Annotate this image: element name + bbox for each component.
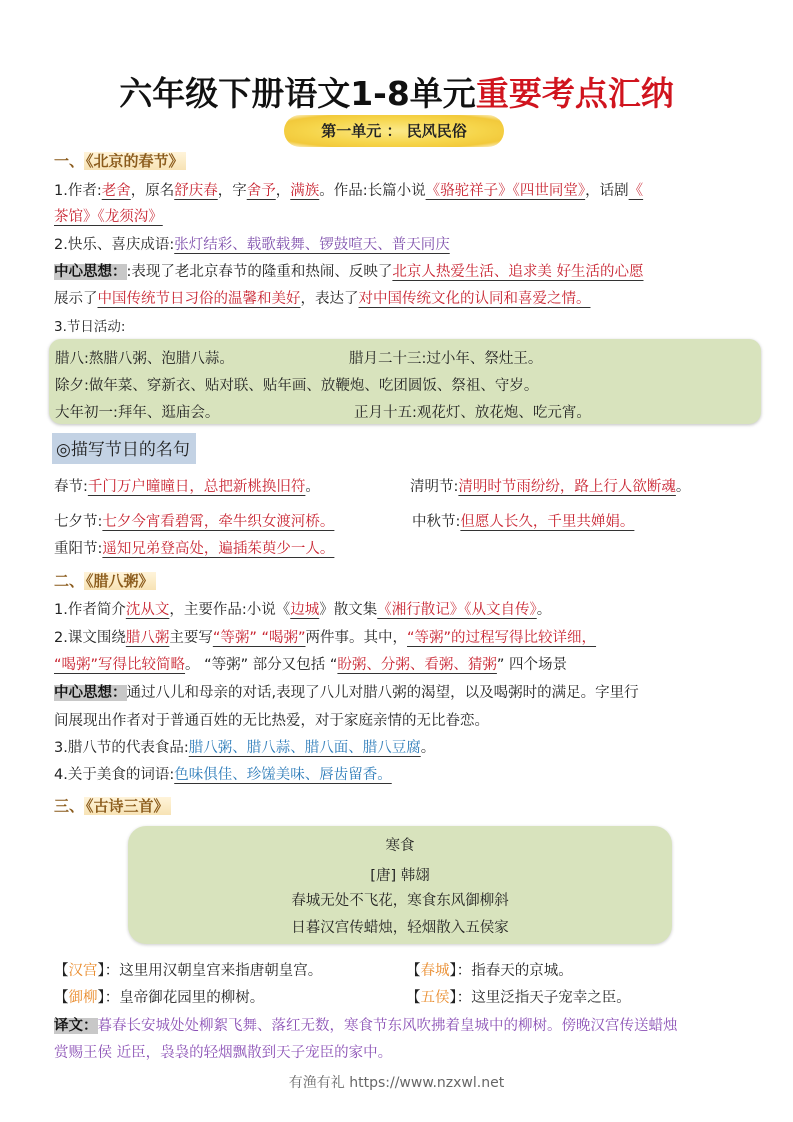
title-black: 六年级下册语文1-8单元 [119,74,476,113]
note-def: ：皇帝御花园里的柳树。 [104,990,265,1006]
detail: “喝粥”写得比较简略 [54,657,186,673]
theme-highlight: 对中国传统文化的认同和喜爱之情。 [358,291,591,307]
activities-label: 3.节日活动: [54,319,126,335]
foods: 腊八粥、腊八蒜、腊八面、腊八豆腐 [188,740,421,756]
section-heading-3 [54,795,171,816]
courtesy-name: 舍予 [246,183,276,199]
text: 。 [536,602,552,618]
text: 。 “等粥” 部分又包括 “ [185,657,338,673]
plays: 《 [628,183,644,199]
note-def: ：这里用汉朝皇宫来指唐朝皇宫。 [104,963,323,979]
unit-badge: 第一单元 ： 民风民俗 [284,115,504,147]
text: ” 四个场景 [496,657,568,673]
activity-item: 腊八:熬腊八粥、泡腊八蒜。 [55,351,234,367]
ethnicity: 满族 [290,183,320,199]
note-term: 春城 [420,963,450,979]
quote-item [54,477,320,497]
translation-line-1 [54,1016,678,1036]
festival: 中秋节: [412,514,461,530]
topic: 腊八粥 [125,630,170,646]
footer-watermark: 有渔有礼 https://www.nzxwl.net [288,1075,505,1091]
text: ，表达了 [300,291,359,307]
verse: 清明时节雨纷纷，路上行人欲断魂 [458,479,676,495]
content-line-cont [54,655,567,675]
activity-item: 正月十五:观花灯、放花炮、吃元宵。 [354,405,591,421]
section-number: 一、 [54,152,85,170]
activities-box [49,339,761,424]
detail: “等粥”的过程写得比较详细， [407,630,597,646]
label: 4.关于美食的词语: [54,767,175,783]
note-term: 汉宫 [68,963,98,979]
poem-author: [唐] 韩翃 [370,868,430,884]
words: 色味俱佳、珍馐美味、唇齿留香。 [174,767,392,783]
verse: 千门万户曈曈日，总把新桃换旧符 [87,479,306,495]
food-words-line [54,765,392,785]
note-item: 【五侯】：这里泛指天子宠幸之臣。 [406,990,631,1006]
page-title [0,68,793,115]
section-title: 《古诗三首》 [86,797,169,815]
original-name: 舒庆春 [174,183,218,199]
section-heading-1 [54,150,186,171]
note-def: ：指春天的京城。 [456,963,573,979]
section-number: 三、 [54,797,85,815]
note-term: 御柳 [68,990,98,1006]
section-title: 《腊八粥》 [86,572,154,590]
novel: 边城 [290,602,320,618]
theme-highlight: 北京人热爱生活、追求美 好生活的心愿 [392,264,644,280]
festival: 七夕节: [54,514,103,530]
foods-line [54,738,435,758]
idioms-line [54,235,450,255]
festival: 清明节: [410,479,459,495]
text: 2.课文围绕 [54,630,126,646]
theme-line-2 [54,289,591,309]
quote-item [54,512,334,532]
events: “等粥” “喝粥” [212,630,306,646]
festival: 重阳节: [54,541,103,557]
text: 1.作者: [54,183,102,199]
theme-line-1 [54,262,644,282]
theme-label: 中心思想： [54,264,127,280]
poem-title: 寒食 [385,838,415,854]
translation-label: 译文： [54,1018,98,1034]
note-def: ：这里泛指天子宠幸之臣。 [456,990,631,1006]
essays: 《湘行散记》《从文自传》 [377,602,537,618]
content-line [54,628,596,648]
author-name: 老舍 [101,183,131,199]
poem-line: 日暮汉宫传蜡烛，轻烟散入五侯家 [291,920,509,936]
author-line [54,600,551,620]
scenes: 盼粥、分粥、看粥、猜粥 [337,657,497,673]
text: 1.作者简介 [54,602,126,618]
note-item: 【春城】：指春天的京城。 [406,963,573,979]
text: 主要写 [169,630,213,646]
poem-box [128,826,672,944]
activity-item: 除夕:做年菜、穿新衣、贴对联、贴年画、放鞭炮、吃团圆饭、祭祖、守岁。 [55,378,539,394]
verse: 但愿人长久，千里共婵娟。 [460,514,635,530]
verse: 遥知兄弟登高处，遍插茱萸少一人。 [102,541,335,557]
idioms: 张灯结彩、载歌载舞、锣鼓喧天、普天同庆 [174,237,450,253]
theme-label: 中心思想： [54,685,127,701]
author-line-cont [54,207,163,227]
text: ，话剧 [585,183,629,199]
text: ， [275,183,291,199]
quotes-heading: ◎描写节日的名句 [52,433,196,464]
text: 通过八儿和母亲的对话,表现了八儿对腊八粥的渴望，以及喝粥时的满足。字里行 [126,685,639,701]
note-item: 【御柳】：皇帝御花园里的柳树。 [54,990,265,1006]
quote-item [412,512,634,532]
section-heading-2 [54,570,156,591]
theme-line-2: 间展现出作者对于普通百姓的无比热爱，对于家庭亲情的无比眷恋。 [54,713,489,729]
quote-item [410,477,690,497]
text: 两件事。其中， [305,630,408,646]
text: ，主要作品:小说《 [169,602,291,618]
text: :表现了老北京春节的隆重和热闹、反映了 [126,264,393,280]
translation-line-2: 赏赐王侯 近臣，袅袅的轻烟飘散到天子宠臣的家中。 [54,1045,393,1061]
festival: 春节: [54,479,88,495]
theme-line-1 [54,683,639,703]
activity-item: 腊月二十三:过小年、祭灶王。 [349,351,543,367]
section-number: 二、 [54,572,85,590]
title-red: 重要考点汇纳 [475,74,674,113]
text: 》散文集 [319,602,378,618]
note-item: 【汉宫】：这里用汉朝皇宫来指唐朝皇宫。 [54,963,323,979]
translation-text: 暮春长安城处处柳絮飞舞、落红无数，寒食节东风吹拂着皇城中的柳树。傍晚汉宫传送蜡烛 [97,1018,678,1034]
activity-item: 大年初一:拜年、逛庙会。 [55,405,220,421]
verse: 七夕今宵看碧霄，牵牛织女渡河桥。 [102,514,335,530]
author-name: 沈从文 [125,602,170,618]
quote-item [54,539,334,559]
text: 。作品:长篇小说 [319,183,426,199]
text: 。 [305,479,320,495]
text: 。 [675,479,691,495]
text: ，字 [217,183,247,199]
label: 2.快乐、喜庆成语: [54,237,175,253]
text: 展示了 [54,291,98,307]
note-term: 五侯 [420,990,450,1006]
theme-highlight: 中国传统节日习俗的温馨和美好 [97,291,301,307]
label: 3.腊八节的代表食品: [54,740,189,756]
text: ，原名 [130,183,175,199]
novels: 《骆驼祥子》《四世同堂》 [425,183,586,199]
section-title: 《北京的春节》 [86,152,184,170]
poem-line: 春城无处不飞花，寒食东风御柳斜 [291,893,509,909]
text: 。 [420,740,436,756]
plays: 茶馆》《龙须沟》 [54,209,163,225]
author-line [54,181,643,201]
